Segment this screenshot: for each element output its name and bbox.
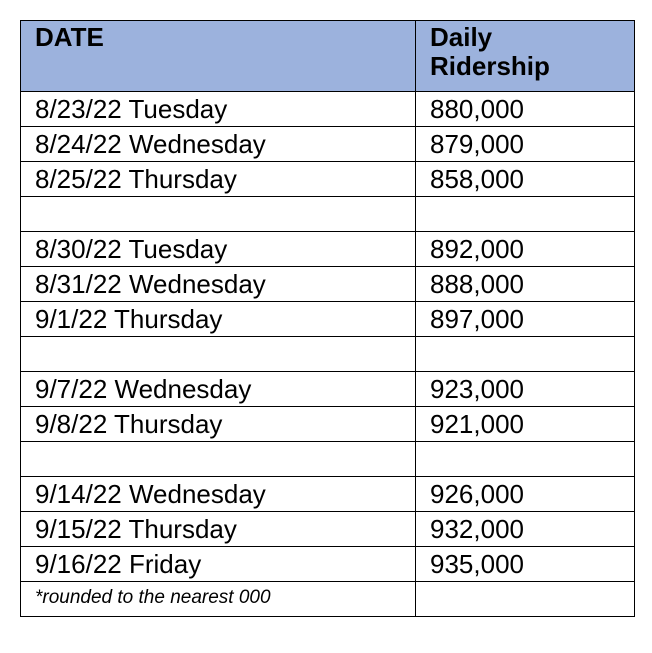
table-row — [21, 477, 635, 512]
date-cell — [21, 197, 416, 232]
footnote-row — [21, 582, 635, 617]
footnote-cell — [21, 582, 416, 617]
ridership-cell: 932,000 — [416, 512, 635, 547]
date-cell: 9/1/22 Thursday — [21, 302, 416, 337]
date-cell: 8/30/22 Tuesday — [21, 232, 416, 267]
table-row — [21, 162, 635, 197]
header-daily-ridership: Daily Ridership — [416, 21, 635, 92]
table-row — [21, 302, 635, 337]
ridership-cell: 935,000 — [416, 547, 635, 582]
table-row — [21, 407, 635, 442]
spacer-row — [21, 337, 635, 372]
date-cell: 9/8/22 Thursday — [21, 407, 416, 442]
date-cell: 8/24/22 Wednesday — [21, 127, 416, 162]
ridership-cell: 880,000 — [416, 92, 635, 127]
table-body — [21, 92, 635, 617]
ridership-cell: 921,000 — [416, 407, 635, 442]
ridership-cell — [416, 197, 635, 232]
date-cell — [21, 337, 416, 372]
footnote-text: *rounded to the nearest 000 — [35, 587, 271, 608]
ridership-cell: 923,000 — [416, 372, 635, 407]
table-row — [21, 512, 635, 547]
ridership-cell: 892,000 — [416, 232, 635, 267]
spacer-row — [21, 197, 635, 232]
header-date: DATE — [21, 21, 416, 92]
table-row — [21, 372, 635, 407]
table-row — [21, 267, 635, 302]
ridership-cell: 888,000 — [416, 267, 635, 302]
footnote-empty-cell — [416, 582, 635, 617]
date-cell: 9/14/22 Wednesday — [21, 477, 416, 512]
ridership-cell: 897,000 — [416, 302, 635, 337]
spacer-row — [21, 442, 635, 477]
table-row — [21, 547, 635, 582]
ridership-cell: 926,000 — [416, 477, 635, 512]
ridership-cell: 879,000 — [416, 127, 635, 162]
ridership-cell — [416, 442, 635, 477]
table-row — [21, 92, 635, 127]
ridership-table — [20, 20, 635, 617]
date-cell: 9/16/22 Friday — [21, 547, 416, 582]
header-row — [21, 21, 635, 92]
table-row — [21, 127, 635, 162]
date-cell: 8/25/22 Thursday — [21, 162, 416, 197]
date-cell — [21, 442, 416, 477]
date-cell: 9/15/22 Thursday — [21, 512, 416, 547]
table-row — [21, 232, 635, 267]
ridership-cell — [416, 337, 635, 372]
date-cell: 8/31/22 Wednesday — [21, 267, 416, 302]
ridership-cell: 858,000 — [416, 162, 635, 197]
date-cell: 8/23/22 Tuesday — [21, 92, 416, 127]
date-cell: 9/7/22 Wednesday — [21, 372, 416, 407]
